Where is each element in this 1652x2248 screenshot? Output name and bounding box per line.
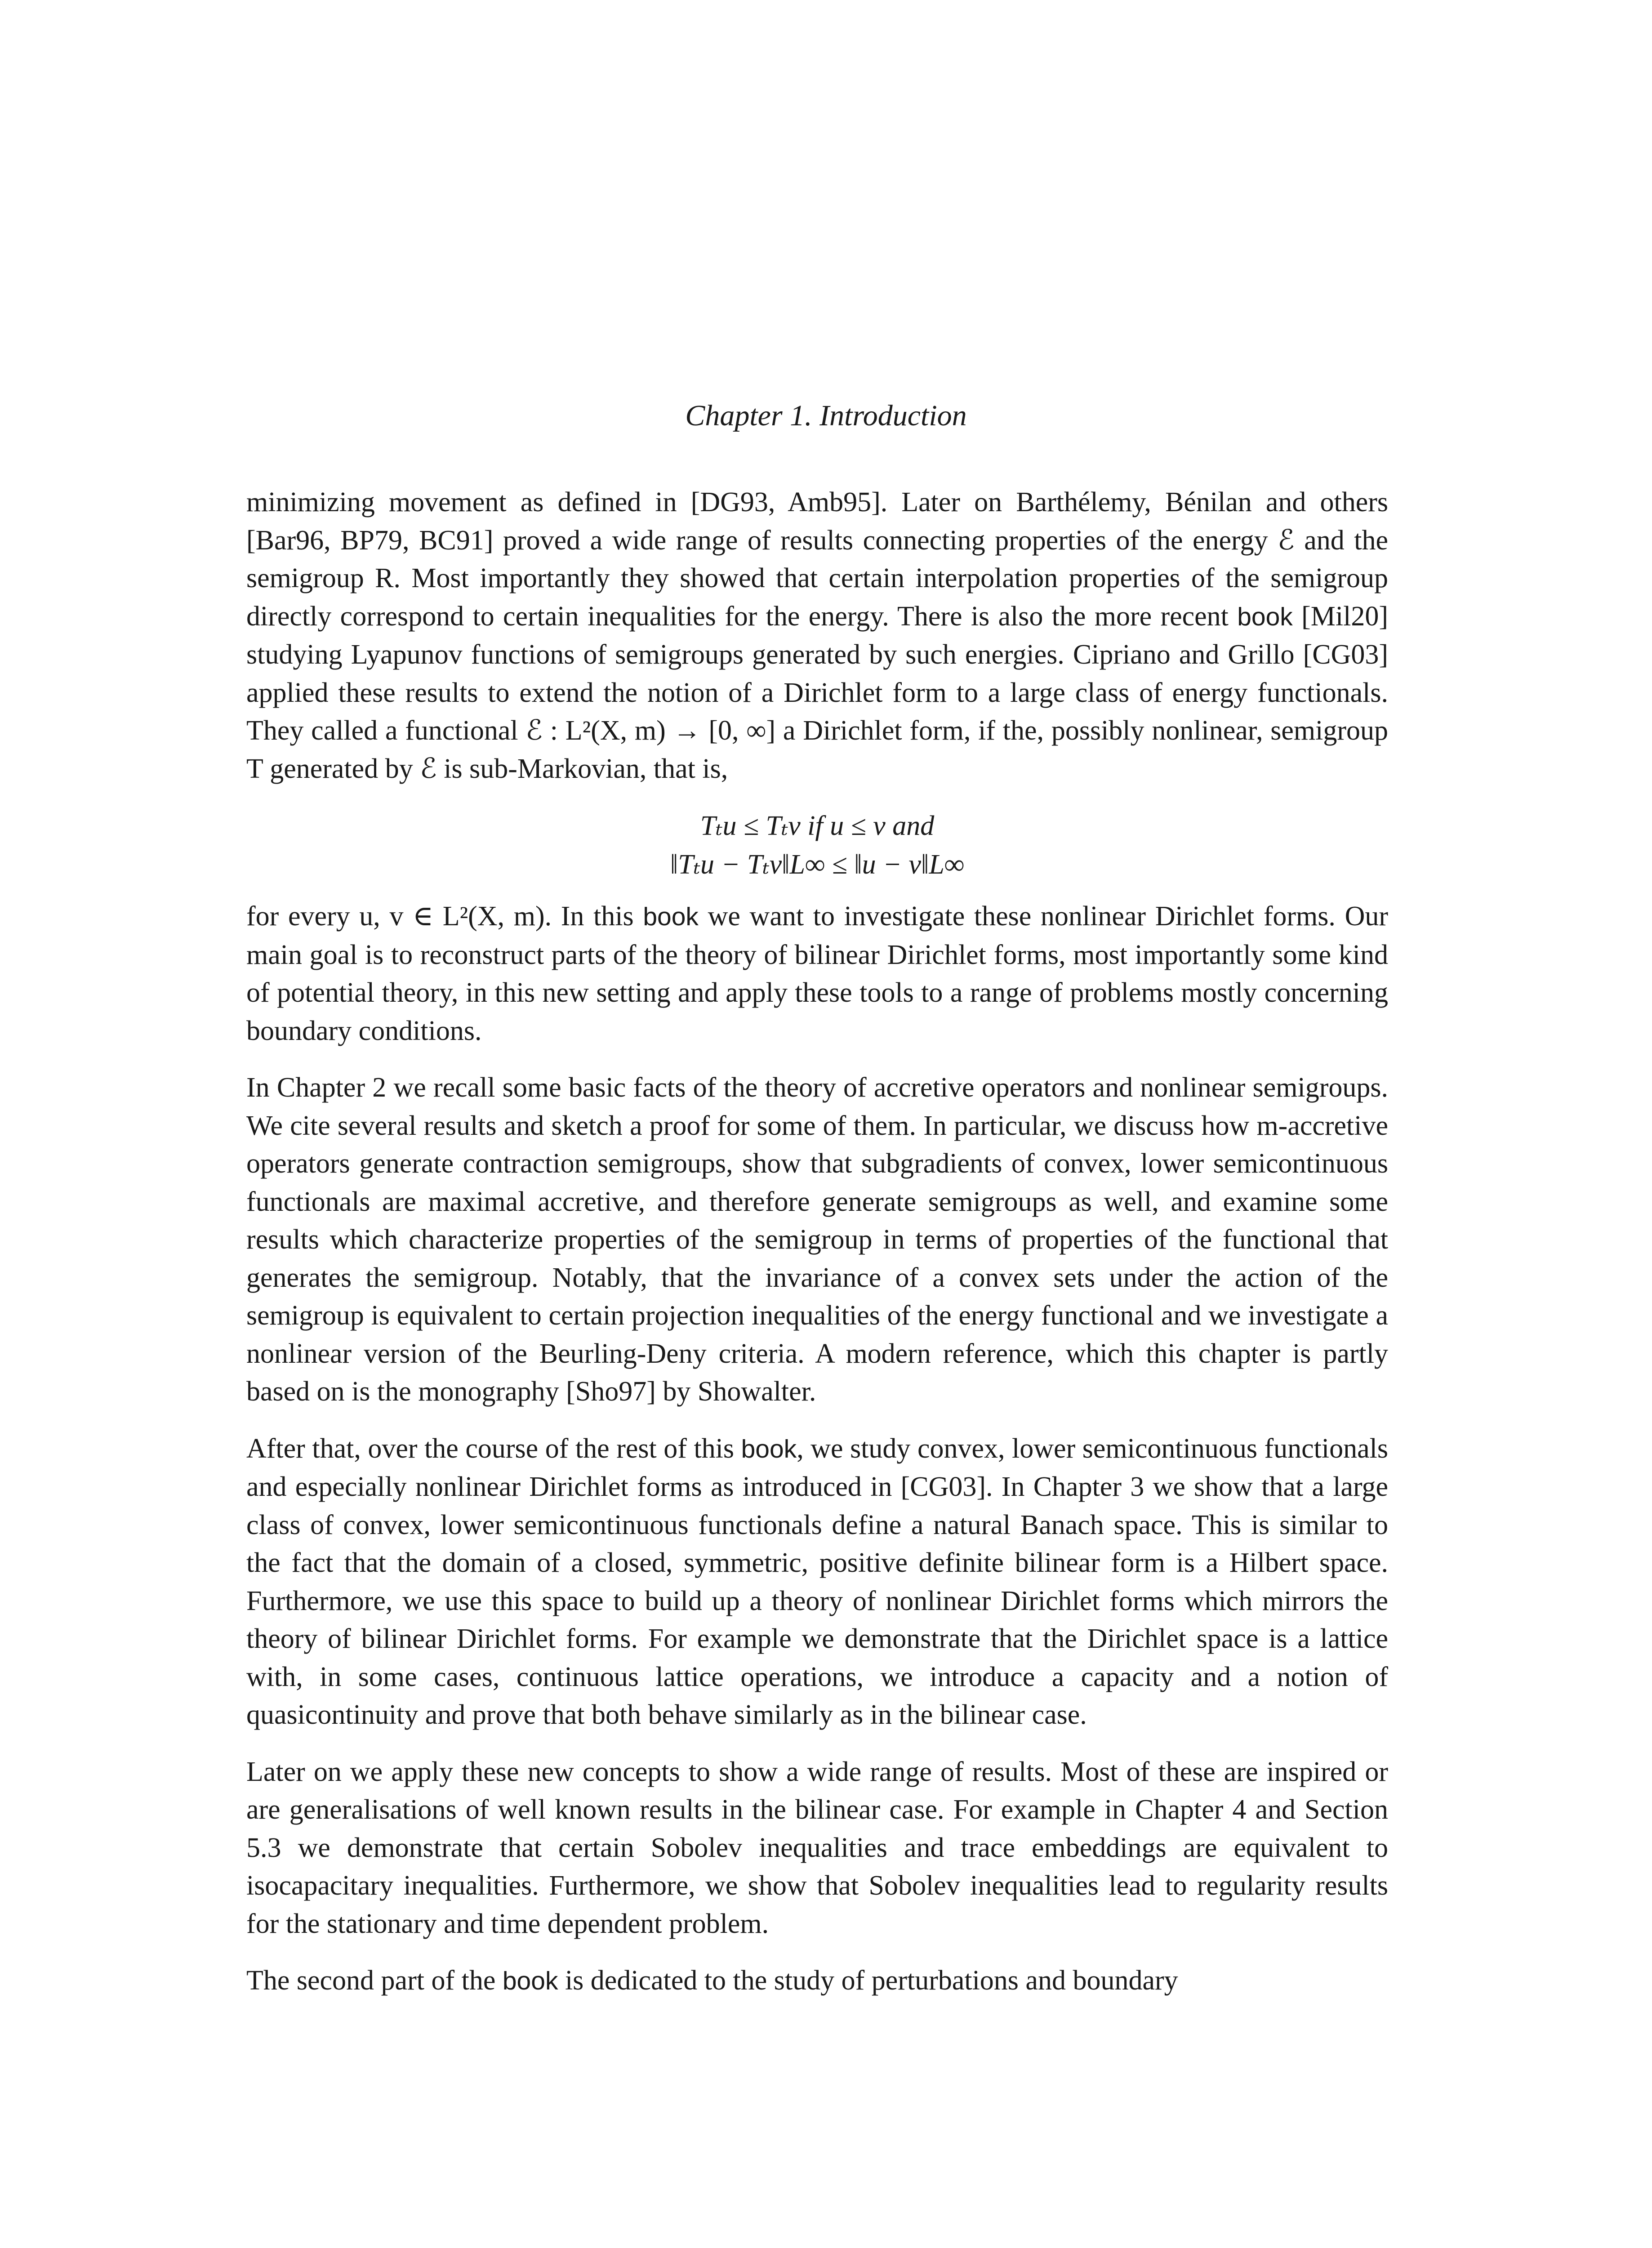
paragraph-6-book-word: book — [502, 1967, 558, 1995]
paragraph-1-text-a: minimizing movement as defined in [DG93, Amb95]. Later on Barthélemy, Bénilan and others [Bar96, BP79, BC91] proved a wide range of results connecting properties of the energy ℰ and the semigroup R. Most importantly they showed that certain interpolation properties of the semigroup directly correspond to certain inequalities for the energy. There is also the more recent — [246, 487, 1388, 632]
paragraph-4-text-c: , we study convex, lower semicontinuous functionals and especially nonlinear Dirichlet forms as introduced in [CG03]. In Chapter 3 we show that a large class of convex, lower semicontinuous functionals define a natural Banach space. This is similar to the fact that the domain of a closed, symmetric, positive definite bilinear form is a Hilbert space. Furthermore, we use this space to build up a theory of nonlinear Dirichlet forms which mirrors the theory of bilinear Dirichlet forms. For example we demonstrate that the Dirichlet space is a lattice with, in some cases, continuous lattice operations, we introduce a capacity and a notion of quasicontinuity and prove that both behave similarly as in the bilinear case. — [246, 1433, 1388, 1730]
paragraph-6-text-a: The second part of the — [246, 1965, 503, 1996]
paragraph-1 — [246, 483, 1388, 788]
paragraph-2 — [246, 897, 1388, 1050]
paragraph-3: In Chapter 2 we recall some basic facts of the theory of accretive operators and nonlinear semigroups. We cite several results and sketch a proof for some of them. In particular, we discuss how m-accretive operators generate contraction semigroups, show that subgradients of convex, lower semicontinuous functionals are maximal accretive, and therefore generate semigroups as well, and examine some results which characterize properties of the semigroup in terms of properties of the functional that generates the semigroup. Notably, that the invariance of a convex sets under the action of the semigroup is equivalent to certain projection inequalities of the energy functional and we investigate a nonlinear version of the Beurling-Deny criteria. A modern reference, which this chapter is partly based on is the monography [Sho97] by Showalter. — [246, 1072, 1388, 1407]
paragraph-4 — [246, 1430, 1388, 1734]
paragraph-4-book-word: book — [741, 1434, 797, 1463]
body-text — [246, 483, 1388, 2019]
paragraph-2-book-word: book — [643, 902, 699, 931]
paragraph-1-book-word: book — [1237, 602, 1293, 631]
paragraph-1-text-c: [Mil20] studying Lyapunov functions of semigroups generated by such energies. Cipriano and Grillo [CG03] applied these results to extend the notion of a Dirichlet form to a large class of energy functionals. They called a functional ℰ : L²(X, m) → [0, ∞] a Dirichlet form, if the, possibly nonlinear, semigroup T generated by ℰ is sub-Markovian, that is, — [246, 601, 1388, 784]
paragraph-2-text-c: we want to investigate these nonlinear Dirichlet forms. Our main goal is to reconstruct parts of the theory of bilinear Dirichlet forms, most importantly some kind of potential theory, in this new setting and apply these tools to a range of problems mostly concerning boundary conditions. — [246, 901, 1388, 1046]
equation-line-1: Tₜu ≤ Tₜv if u ≤ v and — [700, 811, 935, 841]
display-equation — [246, 807, 1388, 884]
paragraph-4-text-a: After that, over the course of the rest of this — [246, 1433, 741, 1464]
paragraph-6 — [246, 1962, 1388, 2000]
paragraph-5: Later on we apply these new concepts to show a wide range of results. Most of these are inspired or are generalisations of well known results in the bilinear case. For example in Chapter 4 and Section 5.3 we demonstrate that certain Sobolev inequalities and trace embeddings are equivalent to isocapacitary inequalities. Furthermore, we show that Sobolev inequalities lead to regularity results for the stationary and time dependent problem. — [246, 1756, 1388, 1939]
paragraph-2-text-a: for every u, v ∈ L²(X, m). In this — [246, 901, 643, 932]
paragraph-6-text-c: is dedicated to the study of perturbations and boundary — [558, 1965, 1178, 1996]
running-head: Chapter 1. Introduction — [685, 399, 967, 432]
equation-line-2: ‖Tₜu − Tₜv‖L∞ ≤ ‖u − v‖L∞ — [670, 849, 965, 880]
